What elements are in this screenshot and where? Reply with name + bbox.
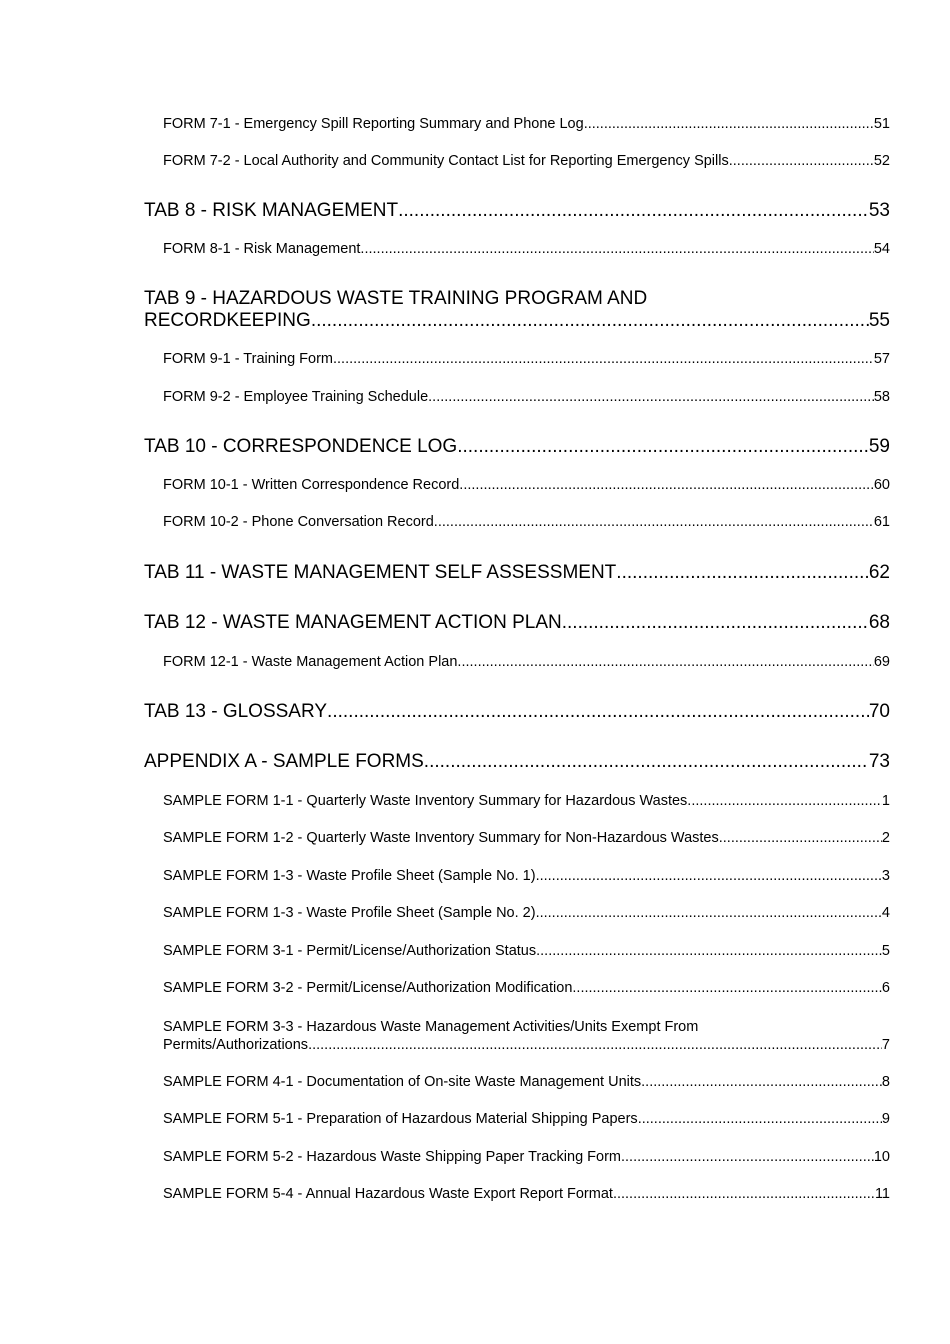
toc-entry-sample-form-1-1[interactable] <box>163 793 890 810</box>
dot-leader <box>641 1074 882 1091</box>
toc-entry-label: SAMPLE FORM 3-2 - Permit/License/Authorization Modification <box>163 980 573 996</box>
toc-entry-sample-form-5-2[interactable] <box>163 1149 890 1166</box>
dot-leader <box>360 241 873 258</box>
toc-entry-page: 7 <box>881 1037 890 1054</box>
toc-entry-label: APPENDIX A - SAMPLE FORMS <box>144 751 424 772</box>
toc-entry-label: SAMPLE FORM 5-1 - Preparation of Hazardous Material Shipping Papers <box>163 1111 638 1127</box>
toc-entry-sample-form-4-1[interactable] <box>163 1074 890 1091</box>
toc-entry-sample-form-5-1[interactable] <box>163 1111 890 1128</box>
toc-entry-tab-11[interactable] <box>144 562 890 584</box>
toc-entry-label: TAB 11 - WASTE MANAGEMENT SELF ASSESSMENT <box>144 562 617 583</box>
toc-entry-sample-form-1-2[interactable] <box>163 830 890 847</box>
toc-entry-sample-form-5-4[interactable] <box>163 1186 890 1203</box>
dot-leader <box>572 980 882 997</box>
toc-entry-page: 57 <box>873 351 890 367</box>
dot-leader <box>311 310 869 332</box>
toc-entry-page: 51 <box>873 116 890 132</box>
dot-leader <box>308 1036 882 1054</box>
toc-entry-page: 59 <box>868 436 890 457</box>
dot-leader <box>536 943 882 960</box>
toc-entry-label: SAMPLE FORM 3-1 - Permit/License/Authorization Status <box>163 943 537 959</box>
toc-entry-page: 62 <box>868 562 890 583</box>
toc-entry-label: SAMPLE FORM 5-4 - Annual Hazardous Waste Export Report Format <box>163 1186 613 1202</box>
toc-entry-label-line1: TAB 9 - HAZARDOUS WASTE TRAINING PROGRAM AND <box>144 288 648 309</box>
dot-leader <box>434 514 874 531</box>
dot-leader <box>719 830 882 847</box>
toc-entry-form-10-2[interactable] <box>163 514 890 531</box>
toc-entry-page: 53 <box>868 200 890 221</box>
toc-entry-page: 70 <box>868 701 890 722</box>
toc-entry-page: 58 <box>873 389 890 405</box>
dot-leader <box>584 116 874 133</box>
toc-entry-tab-10[interactable] <box>144 436 890 458</box>
toc-entry-sample-form-3-2[interactable] <box>163 980 890 997</box>
toc-entry-page: 73 <box>868 751 890 772</box>
toc-entry-form-12-1[interactable] <box>163 654 890 671</box>
toc-entry-label: TAB 8 - RISK MANAGEMENT <box>144 200 399 221</box>
dot-leader <box>687 793 882 810</box>
toc-entry-tab-13[interactable] <box>144 701 890 723</box>
dot-leader <box>621 1149 874 1166</box>
toc-entry-sample-form-1-3-b[interactable] <box>163 905 890 922</box>
toc-entry-label-line2: RECORDKEEPING <box>144 310 311 332</box>
dot-leader <box>459 477 874 494</box>
toc-entry-page: 61 <box>873 514 890 530</box>
toc-entry-tab-9[interactable] <box>144 288 890 332</box>
toc-entry-page: 1 <box>881 793 890 809</box>
toc-entry-tab-12[interactable] <box>144 612 890 634</box>
toc-entry-label: SAMPLE FORM 1-2 - Quarterly Waste Inventory Summary for Non-Hazardous Wastes <box>163 830 719 846</box>
toc-entry-label: TAB 12 - WASTE MANAGEMENT ACTION PLAN <box>144 612 562 633</box>
dot-leader <box>428 389 874 406</box>
toc-entry-page: 2 <box>881 830 890 846</box>
toc-entry-label: SAMPLE FORM 4-1 - Documentation of On-site Waste Management Units <box>163 1074 642 1090</box>
dot-leader <box>457 436 869 458</box>
toc-entry-label: FORM 7-2 - Local Authority and Community Contact List for Reporting Emergency Spills <box>163 153 729 169</box>
dot-leader <box>536 868 882 885</box>
toc-entry-form-7-2[interactable] <box>163 153 890 170</box>
toc-entry-label: TAB 13 - GLOSSARY <box>144 701 328 722</box>
toc-entry-page: 6 <box>881 980 890 996</box>
toc-entry-form-7-1[interactable] <box>163 116 890 133</box>
dot-leader <box>562 612 869 634</box>
toc-entry-label: FORM 7-1 - Emergency Spill Reporting Summary and Phone Log <box>163 116 584 132</box>
dot-leader <box>424 751 869 773</box>
dot-leader <box>327 701 869 723</box>
toc-entry-page: 52 <box>873 153 890 169</box>
toc-entry-form-8-1[interactable] <box>163 241 890 258</box>
toc-entry-label: FORM 9-2 - Employee Training Schedule <box>163 389 429 405</box>
toc-entry-page: 9 <box>881 1111 890 1127</box>
dot-leader <box>729 153 874 170</box>
toc-entry-page: 4 <box>881 905 890 921</box>
dot-leader <box>536 905 882 922</box>
toc-entry-page: 5 <box>881 943 890 959</box>
toc-entry-label: FORM 9-1 - Training Form <box>163 351 333 367</box>
toc-entry-sample-form-3-1[interactable] <box>163 943 890 960</box>
dot-leader <box>638 1111 882 1128</box>
toc-entry-tab-8[interactable] <box>144 200 890 222</box>
toc-entry-label: TAB 10 - CORRESPONDENCE LOG <box>144 436 458 457</box>
dot-leader <box>398 200 869 222</box>
toc-entry-label: FORM 12-1 - Waste Management Action Plan <box>163 654 458 670</box>
toc-entry-page: 69 <box>873 654 890 670</box>
toc-entry-label: SAMPLE FORM 1-3 - Waste Profile Sheet (Sample No. 1) <box>163 868 536 884</box>
toc-entry-form-10-1[interactable] <box>163 477 890 494</box>
dot-leader <box>333 351 874 368</box>
toc-entry-label: FORM 10-2 - Phone Conversation Record <box>163 514 434 530</box>
toc-entry-label: SAMPLE FORM 1-1 - Quarterly Waste Inventory Summary for Hazardous Wastes <box>163 793 688 809</box>
toc-entry-page: 68 <box>868 612 890 633</box>
toc-entry-label-line1: SAMPLE FORM 3-3 - Hazardous Waste Management Activities/Units Exempt From <box>163 1019 699 1035</box>
toc-entry-label: SAMPLE FORM 5-2 - Hazardous Waste Shipping Paper Tracking Form <box>163 1149 621 1165</box>
toc-entry-page: 54 <box>873 241 890 257</box>
dot-leader <box>457 654 873 671</box>
toc-entry-page: 3 <box>881 868 890 884</box>
toc-entry-sample-form-3-3[interactable] <box>163 1018 890 1054</box>
toc-entry-page: 60 <box>873 477 890 493</box>
toc-entry-form-9-1[interactable] <box>163 351 890 368</box>
toc-entry-page: 10 <box>873 1149 890 1165</box>
toc-entry-form-9-2[interactable] <box>163 389 890 406</box>
toc-entry-sample-form-1-3-a[interactable] <box>163 868 890 885</box>
toc-entry-appendix-a[interactable] <box>144 751 890 773</box>
toc-entry-label: FORM 8-1 - Risk Management <box>163 241 361 257</box>
toc-entry-label: FORM 10-1 - Written Correspondence Record <box>163 477 460 493</box>
dot-leader <box>613 1186 875 1203</box>
dot-leader <box>616 562 869 584</box>
toc-entry-page: 11 <box>874 1186 890 1202</box>
toc-entry-label: SAMPLE FORM 1-3 - Waste Profile Sheet (Sample No. 2) <box>163 905 536 921</box>
toc-entry-label-line2: Permits/Authorizations <box>163 1037 309 1054</box>
toc-entry-page: 55 <box>868 310 890 332</box>
toc-entry-page: 8 <box>881 1074 890 1090</box>
